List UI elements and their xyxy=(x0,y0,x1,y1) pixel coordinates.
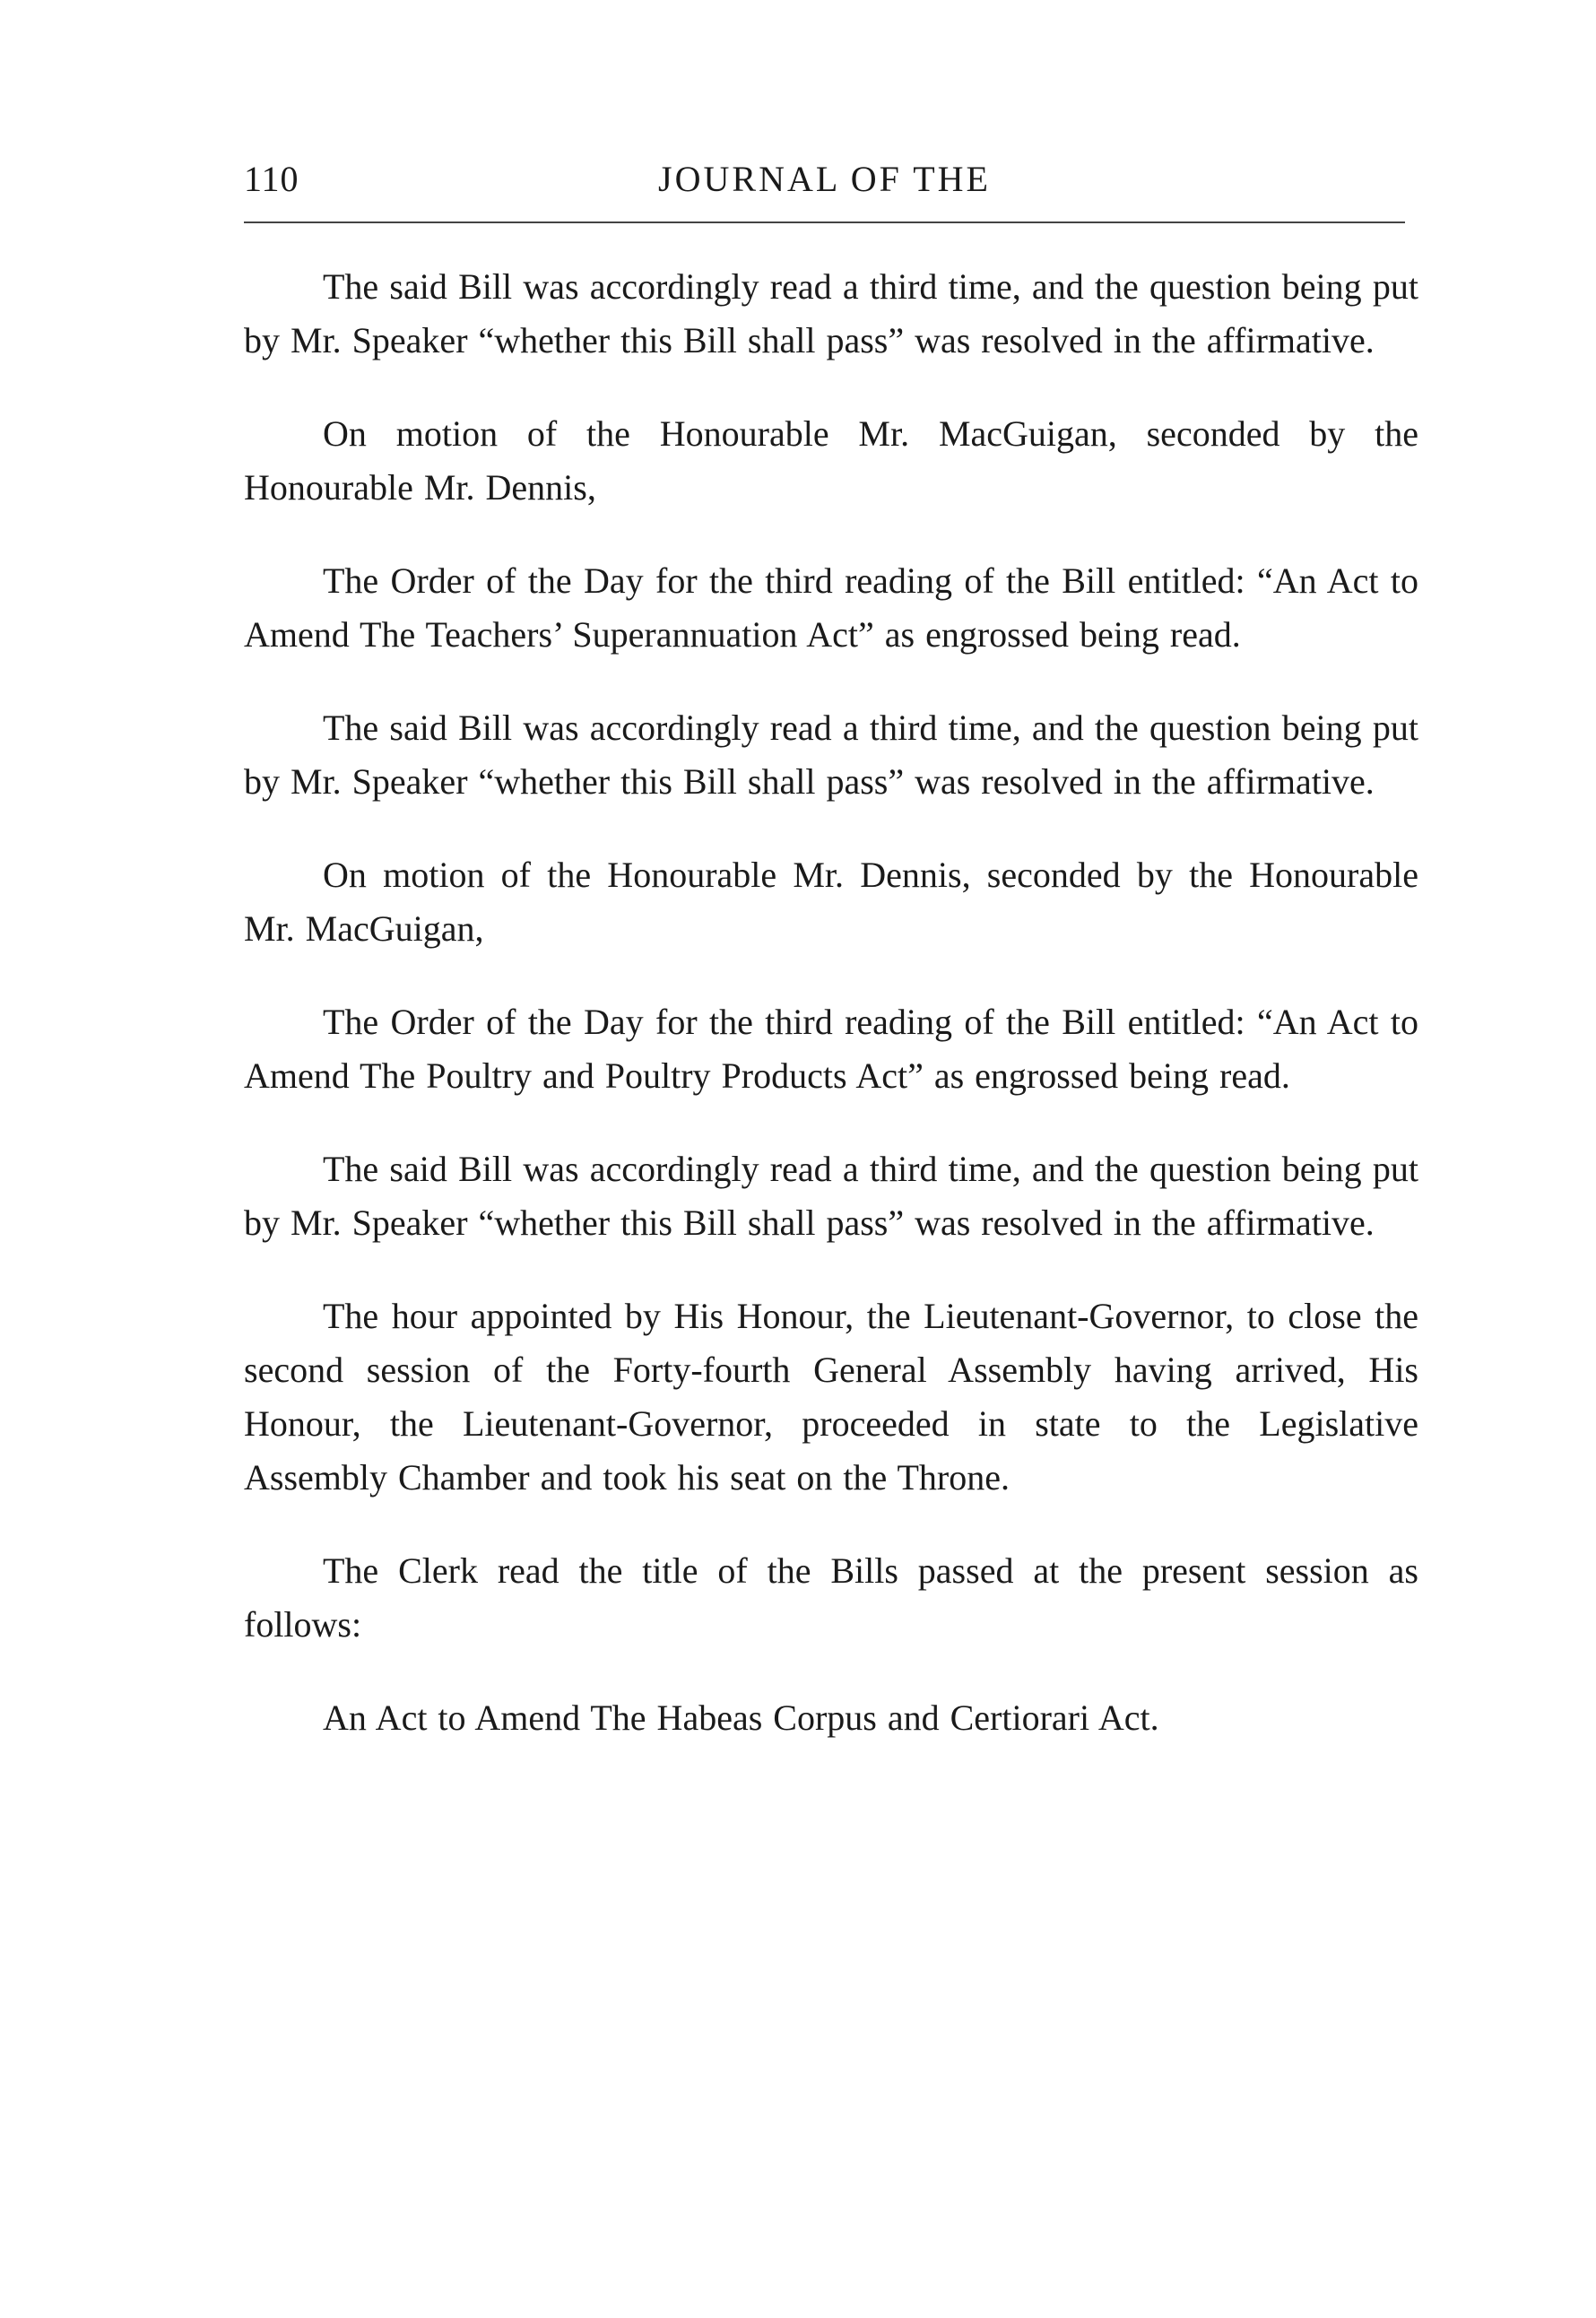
body-text xyxy=(244,260,1418,1784)
paragraph-order-of-day: The Order of the Day for the third reading of the Bill entitled: “An Act to Amend The Poultry and Poultry Products Act” as engrossed being read. xyxy=(244,1002,1418,1096)
paragraph-third-reading-result: The said Bill was accordingly read a third time, and the question being put by Mr. Speaker “whether this Bill shall pass” was resolved in the affirmative. xyxy=(244,266,1418,360)
page-header xyxy=(244,158,1405,212)
paragraph-order-of-day: The Order of the Day for the third reading of the Bill entitled: “An Act to Amend The Teachers’ Superannuation Act” as engrossed being read. xyxy=(244,560,1418,655)
running-head: JOURNAL OF THE xyxy=(658,159,991,199)
paragraph-motion: On motion of the Honourable Mr. Dennis, seconded by the Honourable Mr. MacGuigan, xyxy=(244,855,1418,949)
paragraph-motion: On motion of the Honourable Mr. MacGuigan, seconded by the Honourable Mr. Dennis, xyxy=(244,413,1418,508)
paragraph-third-reading-result: The said Bill was accordingly read a third time, and the question being put by Mr. Speaker “whether this Bill shall pass” was resolved in the affirmative. xyxy=(244,1149,1418,1243)
page-number: 110 xyxy=(244,159,299,199)
paragraph-third-reading-result: The said Bill was accordingly read a third time, and the question being put by Mr. Speaker “whether this Bill shall pass” was resolved in the affirmative. xyxy=(244,708,1418,802)
paragraph-clerk-reading: The Clerk read the title of the Bills passed at the present session as follows: xyxy=(244,1550,1418,1645)
header-rule xyxy=(244,221,1405,223)
paragraph-closing-of-session: The hour appointed by His Honour, the Lieutenant-Governor, to close the second session of the Forty-fourth General Assembly having arrived, His Honour, the Lieutenant-Governor, proceeded in state to the Legislative Assembly Chamber and took his seat on the Throne. xyxy=(244,1296,1418,1498)
paragraph-bill-title: An Act to Amend The Habeas Corpus and Certiorari Act. xyxy=(323,1697,1159,1738)
